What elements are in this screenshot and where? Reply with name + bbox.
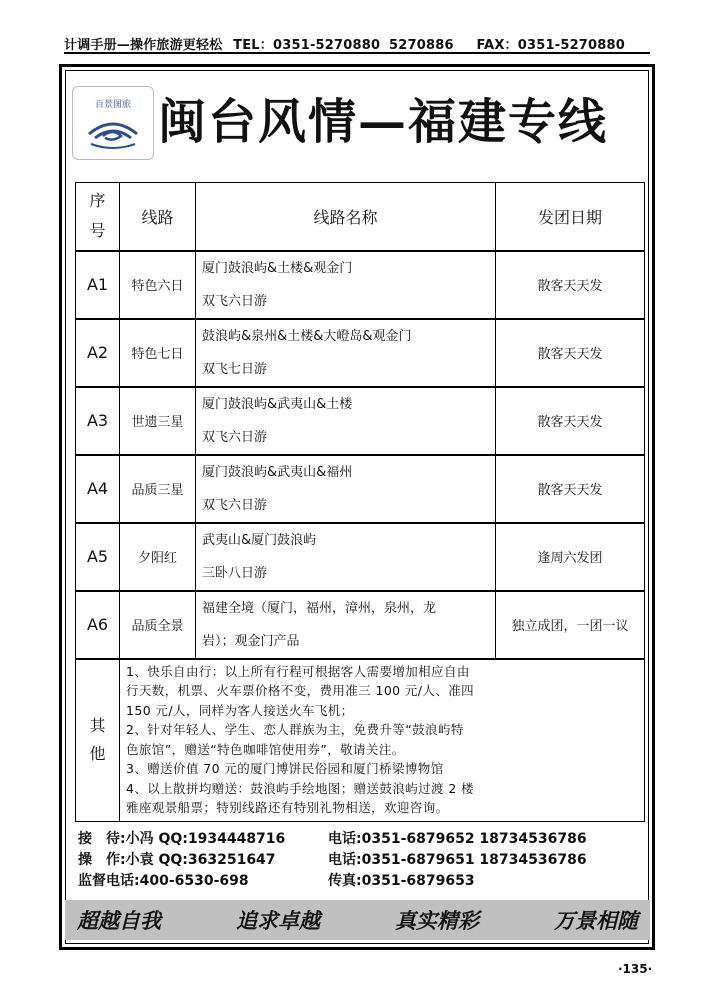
header-no-bottom: 号	[89, 221, 106, 241]
table-row	[76, 387, 645, 455]
row-name-2: 双飞六日游	[202, 429, 268, 445]
page-title: 闽台风情—福建专线	[158, 94, 609, 150]
note-line: 色旅馆”，赠送“特色咖啡馆使用券”，敬请关注。	[126, 741, 405, 757]
row-name-2: 岩）；观金门产品	[202, 633, 300, 649]
row-name-1: 厦门鼓浪屿&武夷山&土楼	[202, 396, 353, 412]
slogan: 追求卓越	[236, 908, 320, 933]
row-no: A4	[76, 455, 120, 523]
row-name	[196, 523, 496, 591]
row-line: 夕阳红	[120, 523, 196, 591]
contact-right: 电话:0351-6879651 18734536786	[328, 852, 587, 868]
slogan-bar	[65, 900, 650, 940]
contact-left: 接 待:小冯 QQ:1934448716	[78, 831, 286, 847]
table-header-row	[76, 183, 645, 251]
note-line: 雅座观景船票；特别线路还有特别礼物相送，欢迎咨询。	[126, 800, 449, 815]
row-line: 品质三星	[120, 455, 196, 523]
header-date: 发团日期	[496, 183, 645, 251]
contact-row	[78, 828, 638, 849]
row-no: A1	[76, 251, 120, 319]
header-name: 线路名称	[196, 183, 496, 251]
contact-right: 电话:0351-6879652 18734536786	[328, 831, 587, 847]
row-name-1: 厦门鼓浪屿&土楼&观金门	[202, 260, 353, 276]
row-no: A3	[76, 387, 120, 455]
row-name	[196, 387, 496, 455]
row-date: 散客天天发	[496, 251, 645, 319]
row-date: 散客天天发	[496, 387, 645, 455]
note-line: 3、赠送价值 70 元的厦门博饼民俗园和厦门桥梁博物馆	[126, 761, 444, 776]
other-label-top: 其	[89, 716, 106, 735]
header-no	[76, 183, 120, 251]
note-line: 4、以上散拼均赠送：鼓浪屿手绘地图；赠送鼓浪屿过渡 2 楼	[126, 780, 474, 796]
routes-table	[75, 182, 645, 822]
table-row	[76, 523, 645, 591]
contact-row	[78, 870, 638, 891]
header-line	[64, 34, 650, 54]
table-row	[76, 455, 645, 523]
table-row	[76, 591, 645, 659]
row-name-1: 武夷山&厦门鼓浪屿	[202, 532, 317, 548]
table-row	[76, 319, 645, 387]
contact-left: 监督电话:400-6530-698	[78, 873, 249, 889]
header-no-top: 序	[89, 191, 106, 211]
logo-text: 百景图旅	[94, 99, 131, 110]
contact-left: 操 作:小袁 QQ:363251647	[78, 852, 276, 868]
row-name	[196, 319, 496, 387]
header-tel: TEL：0351-5270880	[233, 38, 381, 53]
note-line: 行天数，机票、火车票价格不变，费用准三 100 元/人、准四	[126, 683, 475, 698]
other-notes	[120, 659, 645, 822]
row-name	[196, 591, 496, 659]
note-line: 2、针对年轻人、学生、恋人群族为主，免费升等“鼓浪屿特	[126, 722, 464, 737]
other-label-bottom: 他	[89, 744, 106, 763]
note-line: 150 元/人，同样为客人接送火车飞机；	[126, 702, 354, 718]
row-date: 独立成团，一团一议	[496, 591, 645, 659]
row-name	[196, 455, 496, 523]
slogan: 真实精彩	[395, 908, 479, 933]
row-name-2: 双飞六日游	[202, 497, 268, 513]
table-row	[76, 251, 645, 319]
row-no: A6	[76, 591, 120, 659]
slogan: 超越自我	[77, 908, 161, 933]
row-line: 特色六日	[120, 251, 196, 319]
row-line: 品质全景	[120, 591, 196, 659]
other-row	[76, 659, 645, 822]
row-name-2: 双飞七日游	[202, 361, 268, 377]
row-no: A5	[76, 523, 120, 591]
contact-right: 传真:0351-6879653	[328, 873, 475, 889]
header-fax: FAX：0351-5270880	[476, 38, 626, 53]
header-line: 线路	[120, 183, 196, 251]
row-name-1: 厦门鼓浪屿&武夷山&福州	[202, 464, 353, 480]
wave-logo-icon	[83, 112, 143, 150]
row-line: 特色七日	[120, 319, 196, 387]
contact-row	[78, 849, 638, 870]
row-name-1: 福建全境（厦门，福州，漳州，泉州，龙	[202, 600, 437, 616]
row-name-1: 鼓浪屿&泉州&土楼&大嶝岛&观金门	[202, 328, 412, 344]
row-name	[196, 251, 496, 319]
slogan: 万景相随	[554, 908, 638, 933]
page-number: ·135·	[618, 962, 653, 976]
other-label	[76, 659, 120, 822]
row-date: 逢周六发团	[496, 523, 645, 591]
row-name-2: 三卧八日游	[202, 565, 268, 581]
row-date: 散客天天发	[496, 455, 645, 523]
row-line: 世遗三星	[120, 387, 196, 455]
contacts	[78, 828, 638, 891]
row-no: A2	[76, 319, 120, 387]
row-name-2: 双飞六日游	[202, 293, 268, 309]
note-line: 1、快乐自由行：以上所有行程可根据客人需要增加相应自由	[126, 663, 470, 679]
row-date: 散客天天发	[496, 319, 645, 387]
logo	[72, 86, 154, 160]
header-tel-extra: 5270886	[389, 38, 454, 53]
header-slogan: 计调手册—操作旅游更轻松	[64, 38, 223, 53]
